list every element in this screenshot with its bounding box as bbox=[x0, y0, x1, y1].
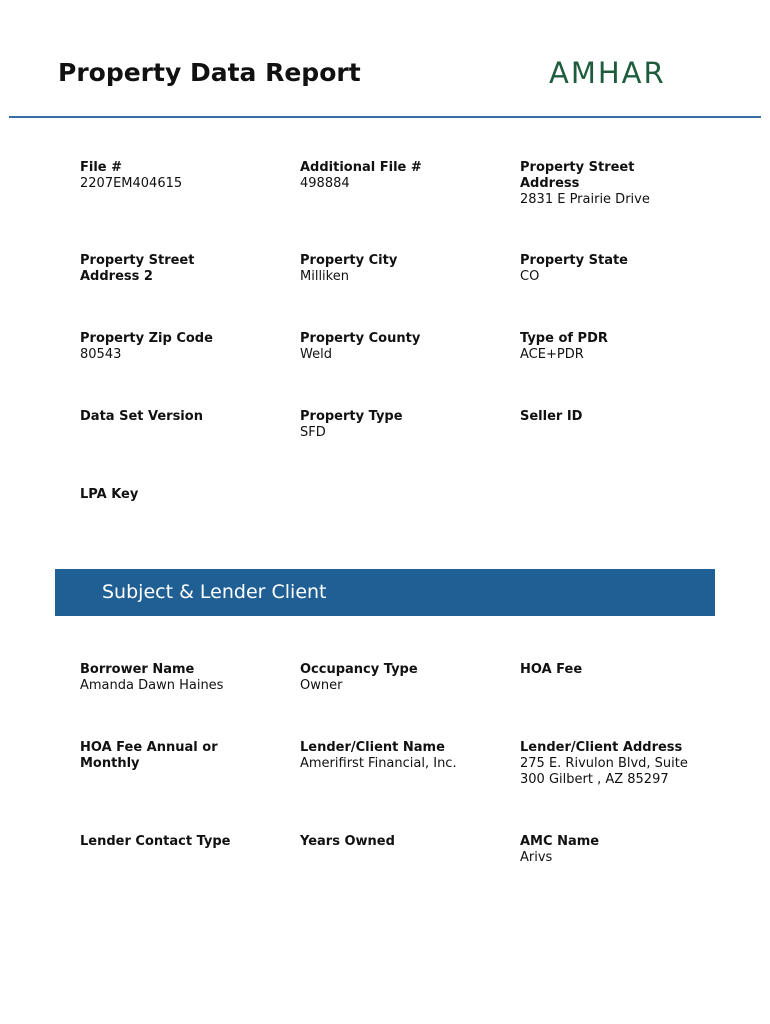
field-value: Amerifirst Financial, Inc. bbox=[300, 756, 457, 771]
field-property-county bbox=[300, 331, 500, 363]
field-data-set-version bbox=[80, 409, 280, 425]
field-label: Property County bbox=[300, 331, 421, 346]
field-label: Property Street Address 2 bbox=[80, 253, 195, 284]
field-label: Lender/Client Address bbox=[520, 740, 683, 755]
header-divider bbox=[9, 116, 761, 118]
field-label: Years Owned bbox=[300, 834, 395, 849]
field-label: Property Street Address bbox=[520, 160, 635, 191]
field-additional-file-number bbox=[300, 160, 500, 192]
field-years-owned bbox=[300, 834, 500, 850]
field-value: 498884 bbox=[300, 176, 350, 191]
field-value: 2207EM404615 bbox=[80, 176, 183, 191]
field-value: 275 E. Rivulon Blvd, Suite 300 Gilbert , AZ 85297 bbox=[520, 756, 688, 787]
field-label: Property City bbox=[300, 253, 398, 268]
page-title: Property Data Report bbox=[58, 58, 361, 87]
field-label: Property Zip Code bbox=[80, 331, 213, 346]
field-label: AMC Name bbox=[520, 834, 600, 849]
field-label: Lender/Client Name bbox=[300, 740, 445, 755]
field-label: File # bbox=[80, 160, 123, 175]
field-value: CO bbox=[520, 269, 540, 284]
field-borrower-name bbox=[80, 662, 280, 694]
field-value: Amanda Dawn Haines bbox=[80, 678, 224, 693]
field-label: LPA Key bbox=[80, 487, 139, 502]
field-lender-contact-type bbox=[80, 834, 280, 850]
field-label: Occupancy Type bbox=[300, 662, 418, 677]
field-label: Lender Contact Type bbox=[80, 834, 231, 849]
field-type-of-pdr bbox=[520, 331, 720, 363]
field-label: Type of PDR bbox=[520, 331, 608, 346]
field-property-zip-code bbox=[80, 331, 280, 363]
field-value: Owner bbox=[300, 678, 343, 693]
section-header-subject-lender bbox=[55, 569, 715, 616]
field-property-street-address bbox=[520, 160, 680, 208]
field-seller-id bbox=[520, 409, 720, 425]
field-property-city bbox=[300, 253, 500, 285]
field-file-number bbox=[80, 160, 280, 192]
field-value: Milliken bbox=[300, 269, 349, 284]
field-lender-client-name bbox=[300, 740, 500, 772]
field-label: HOA Fee Annual or Monthly bbox=[80, 740, 218, 771]
field-label: Borrower Name bbox=[80, 662, 195, 677]
field-value: 80543 bbox=[80, 347, 122, 362]
field-label: Seller ID bbox=[520, 409, 583, 424]
field-value: ACE+PDR bbox=[520, 347, 584, 362]
field-value: SFD bbox=[300, 425, 326, 440]
field-lpa-key bbox=[80, 487, 280, 503]
field-property-type bbox=[300, 409, 500, 441]
amhar-logo: AMHAR bbox=[549, 56, 666, 90]
field-value: 2831 E Prairie Drive bbox=[520, 192, 650, 207]
field-label: Property Type bbox=[300, 409, 403, 424]
section-title: Subject & Lender Client bbox=[102, 581, 327, 603]
field-value: Weld bbox=[300, 347, 332, 362]
field-label: HOA Fee bbox=[520, 662, 583, 677]
field-label: Additional File # bbox=[300, 160, 422, 175]
field-label: Property State bbox=[520, 253, 628, 268]
field-amc-name bbox=[520, 834, 720, 866]
field-value: Arivs bbox=[520, 850, 553, 865]
field-label: Data Set Version bbox=[80, 409, 203, 424]
field-hoa-fee bbox=[520, 662, 720, 678]
field-hoa-fee-annual-or-monthly bbox=[80, 740, 250, 772]
field-property-street-address-2 bbox=[80, 253, 240, 285]
field-occupancy-type bbox=[300, 662, 500, 694]
field-property-state bbox=[520, 253, 720, 285]
field-lender-client-address bbox=[520, 740, 700, 788]
